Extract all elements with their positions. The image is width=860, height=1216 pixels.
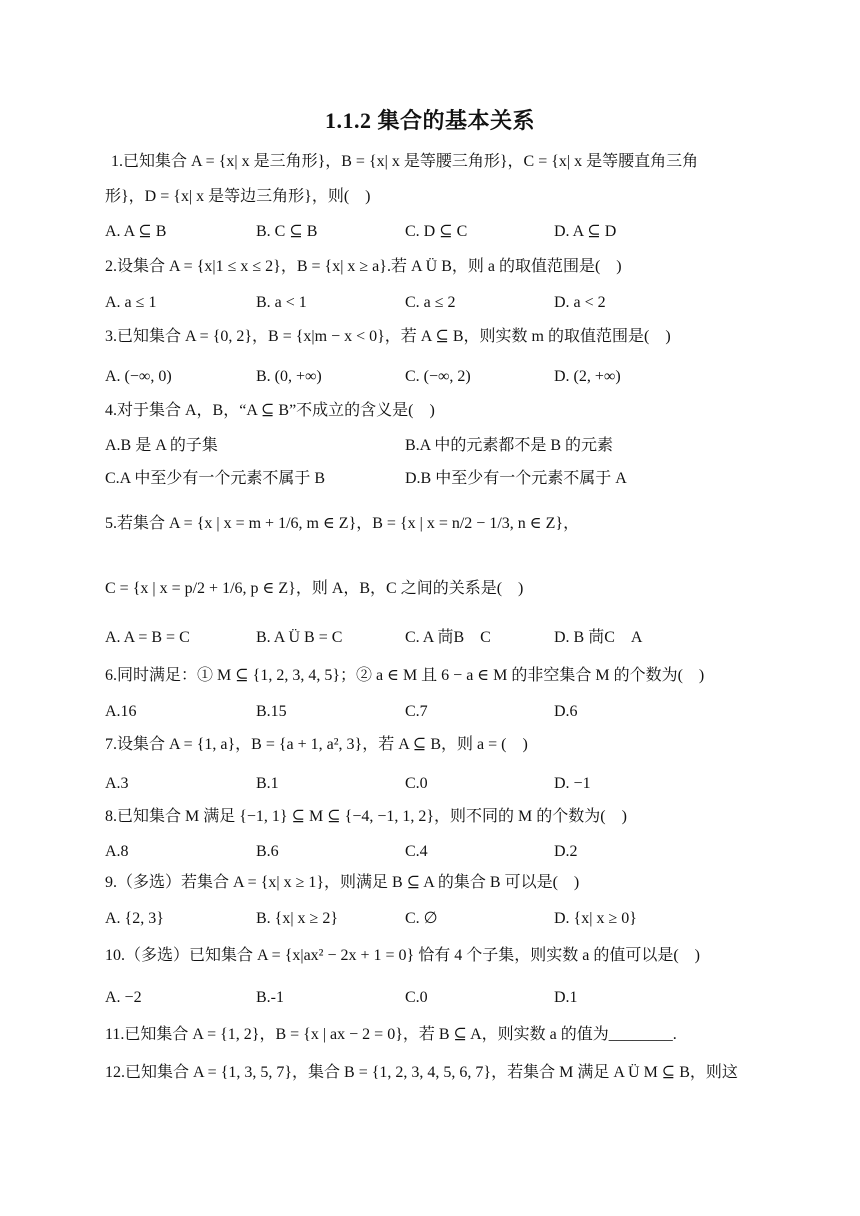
- q3-option-d: D. (2, +∞): [554, 368, 621, 385]
- q9-option-d: D. {x| x ≥ 0}: [554, 910, 637, 927]
- q2-option-d: D. a < 2: [554, 294, 606, 311]
- q10-option-c: C.0: [405, 989, 428, 1006]
- q6-option-c: C.7: [405, 703, 428, 720]
- q7-option-d: D. −1: [554, 775, 591, 792]
- q6-option-a: A.16: [105, 703, 137, 720]
- q6-option-d: D.6: [554, 703, 578, 720]
- q11-stem: 11.已知集合 A = {1, 2}，B = {x | ax − 2 = 0}，若 B ⊆ A，则实数 a 的值为________.: [105, 1026, 677, 1043]
- q5-stem-line2: C = {x | x = p/2 + 1/6, p ∈ Z}，则 A，B，C 之间的关系是( ): [105, 580, 524, 597]
- q1-stem-line2: 形}，D = {x| x 是等边三角形}，则( ): [105, 188, 371, 205]
- q9-option-c: C. ∅: [405, 910, 438, 927]
- q8-option-a: A.8: [105, 843, 129, 860]
- q8-option-c: C.4: [405, 843, 428, 860]
- q3-option-b: B. (0, +∞): [256, 368, 322, 385]
- q1-option-c: C. D ⊆ C: [405, 223, 468, 240]
- q8-option-b: B.6: [256, 843, 279, 860]
- q9-option-a: A. {2, 3}: [105, 910, 164, 927]
- q5-stem-line1: 5.若集合 A = {x | x = m + 1/6, m ∈ Z}，B = {x | x = n/2 − 1/3, n ∈ Z}，: [105, 515, 580, 532]
- q4-option-d: D.B 中至少有一个元素不属于 A: [405, 470, 627, 487]
- q5-option-d: D. B 茼C A: [554, 629, 643, 646]
- q5-option-c: C. A 茼B C: [405, 629, 491, 646]
- q5-option-a: A. A = B = C: [105, 629, 190, 646]
- q10-stem: 10.（多选）已知集合 A = {x|ax² − 2x + 1 = 0} 恰有 4 个子集，则实数 a 的值可以是( ): [105, 947, 700, 964]
- q6-option-b: B.15: [256, 703, 287, 720]
- q8-stem: 8.已知集合 M 满足 {−1, 1} ⊆ M ⊆ {−4, −1, 1, 2}，则不同的 M 的个数为( ): [105, 808, 627, 825]
- q7-option-c: C.0: [405, 775, 428, 792]
- q1-option-d: D. A ⊆ D: [554, 223, 617, 240]
- q7-stem: 7.设集合 A = {1, a}，B = {a + 1, a², 3}，若 A ⊆ B，则 a = ( ): [105, 736, 528, 753]
- q5-option-b: B. A Ü B = C: [256, 629, 343, 646]
- q4-option-a: A.B 是 A 的子集: [105, 437, 218, 454]
- q7-option-a: A.3: [105, 775, 129, 792]
- q2-option-b: B. a < 1: [256, 294, 307, 311]
- q1-option-a: A. A ⊆ B: [105, 223, 167, 240]
- q4-option-b: B.A 中的元素都不是 B 的元素: [405, 437, 614, 454]
- q2-option-a: A. a ≤ 1: [105, 294, 157, 311]
- q3-option-c: C. (−∞, 2): [405, 368, 471, 385]
- q4-option-c: C.A 中至少有一个元素不属于 B: [105, 470, 326, 487]
- q10-option-b: B.-1: [256, 989, 284, 1006]
- q3-stem: 3.已知集合 A = {0, 2}，B = {x|m − x < 0}，若 A ⊆ B，则实数 m 的取值范围是( ): [105, 328, 671, 345]
- q2-option-c: C. a ≤ 2: [405, 294, 456, 311]
- q7-option-b: B.1: [256, 775, 279, 792]
- q1-option-b: B. C ⊆ B: [256, 223, 318, 240]
- q12-stem: 12.已知集合 A = {1, 3, 5, 7}，集合 B = {1, 2, 3, 4, 5, 6, 7}，若集合 M 满足 A Ü M ⊆ B，则这: [105, 1064, 738, 1081]
- q10-option-a: A. −2: [105, 989, 142, 1006]
- q2-stem: 2.设集合 A = {x|1 ≤ x ≤ 2}，B = {x| x ≥ a}.若 A Ü B，则 a 的取值范围是( ): [105, 258, 622, 275]
- q8-option-d: D.2: [554, 843, 578, 860]
- q6-stem: 6.同时满足：① M ⊆ {1, 2, 3, 4, 5}；② a ∈ M 且 6 − a ∈ M 的非空集合 M 的个数为( ): [105, 667, 705, 684]
- q3-option-a: A. (−∞, 0): [105, 368, 172, 385]
- q9-stem: 9.（多选）若集合 A = {x| x ≥ 1}，则满足 B ⊆ A 的集合 B 可以是( ): [105, 874, 580, 891]
- q10-option-d: D.1: [554, 989, 578, 1006]
- page-title: 1.1.2 集合的基本关系: [324, 108, 535, 133]
- q4-stem: 4.对于集合 A，B，“A ⊆ B”不成立的含义是( ): [105, 402, 435, 419]
- q9-option-b: B. {x| x ≥ 2}: [256, 910, 339, 927]
- q1-stem-line1: 1.已知集合 A = {x| x 是三角形}，B = {x| x 是等腰三角形}，C = {x| x 是等腰直角三角: [111, 153, 699, 170]
